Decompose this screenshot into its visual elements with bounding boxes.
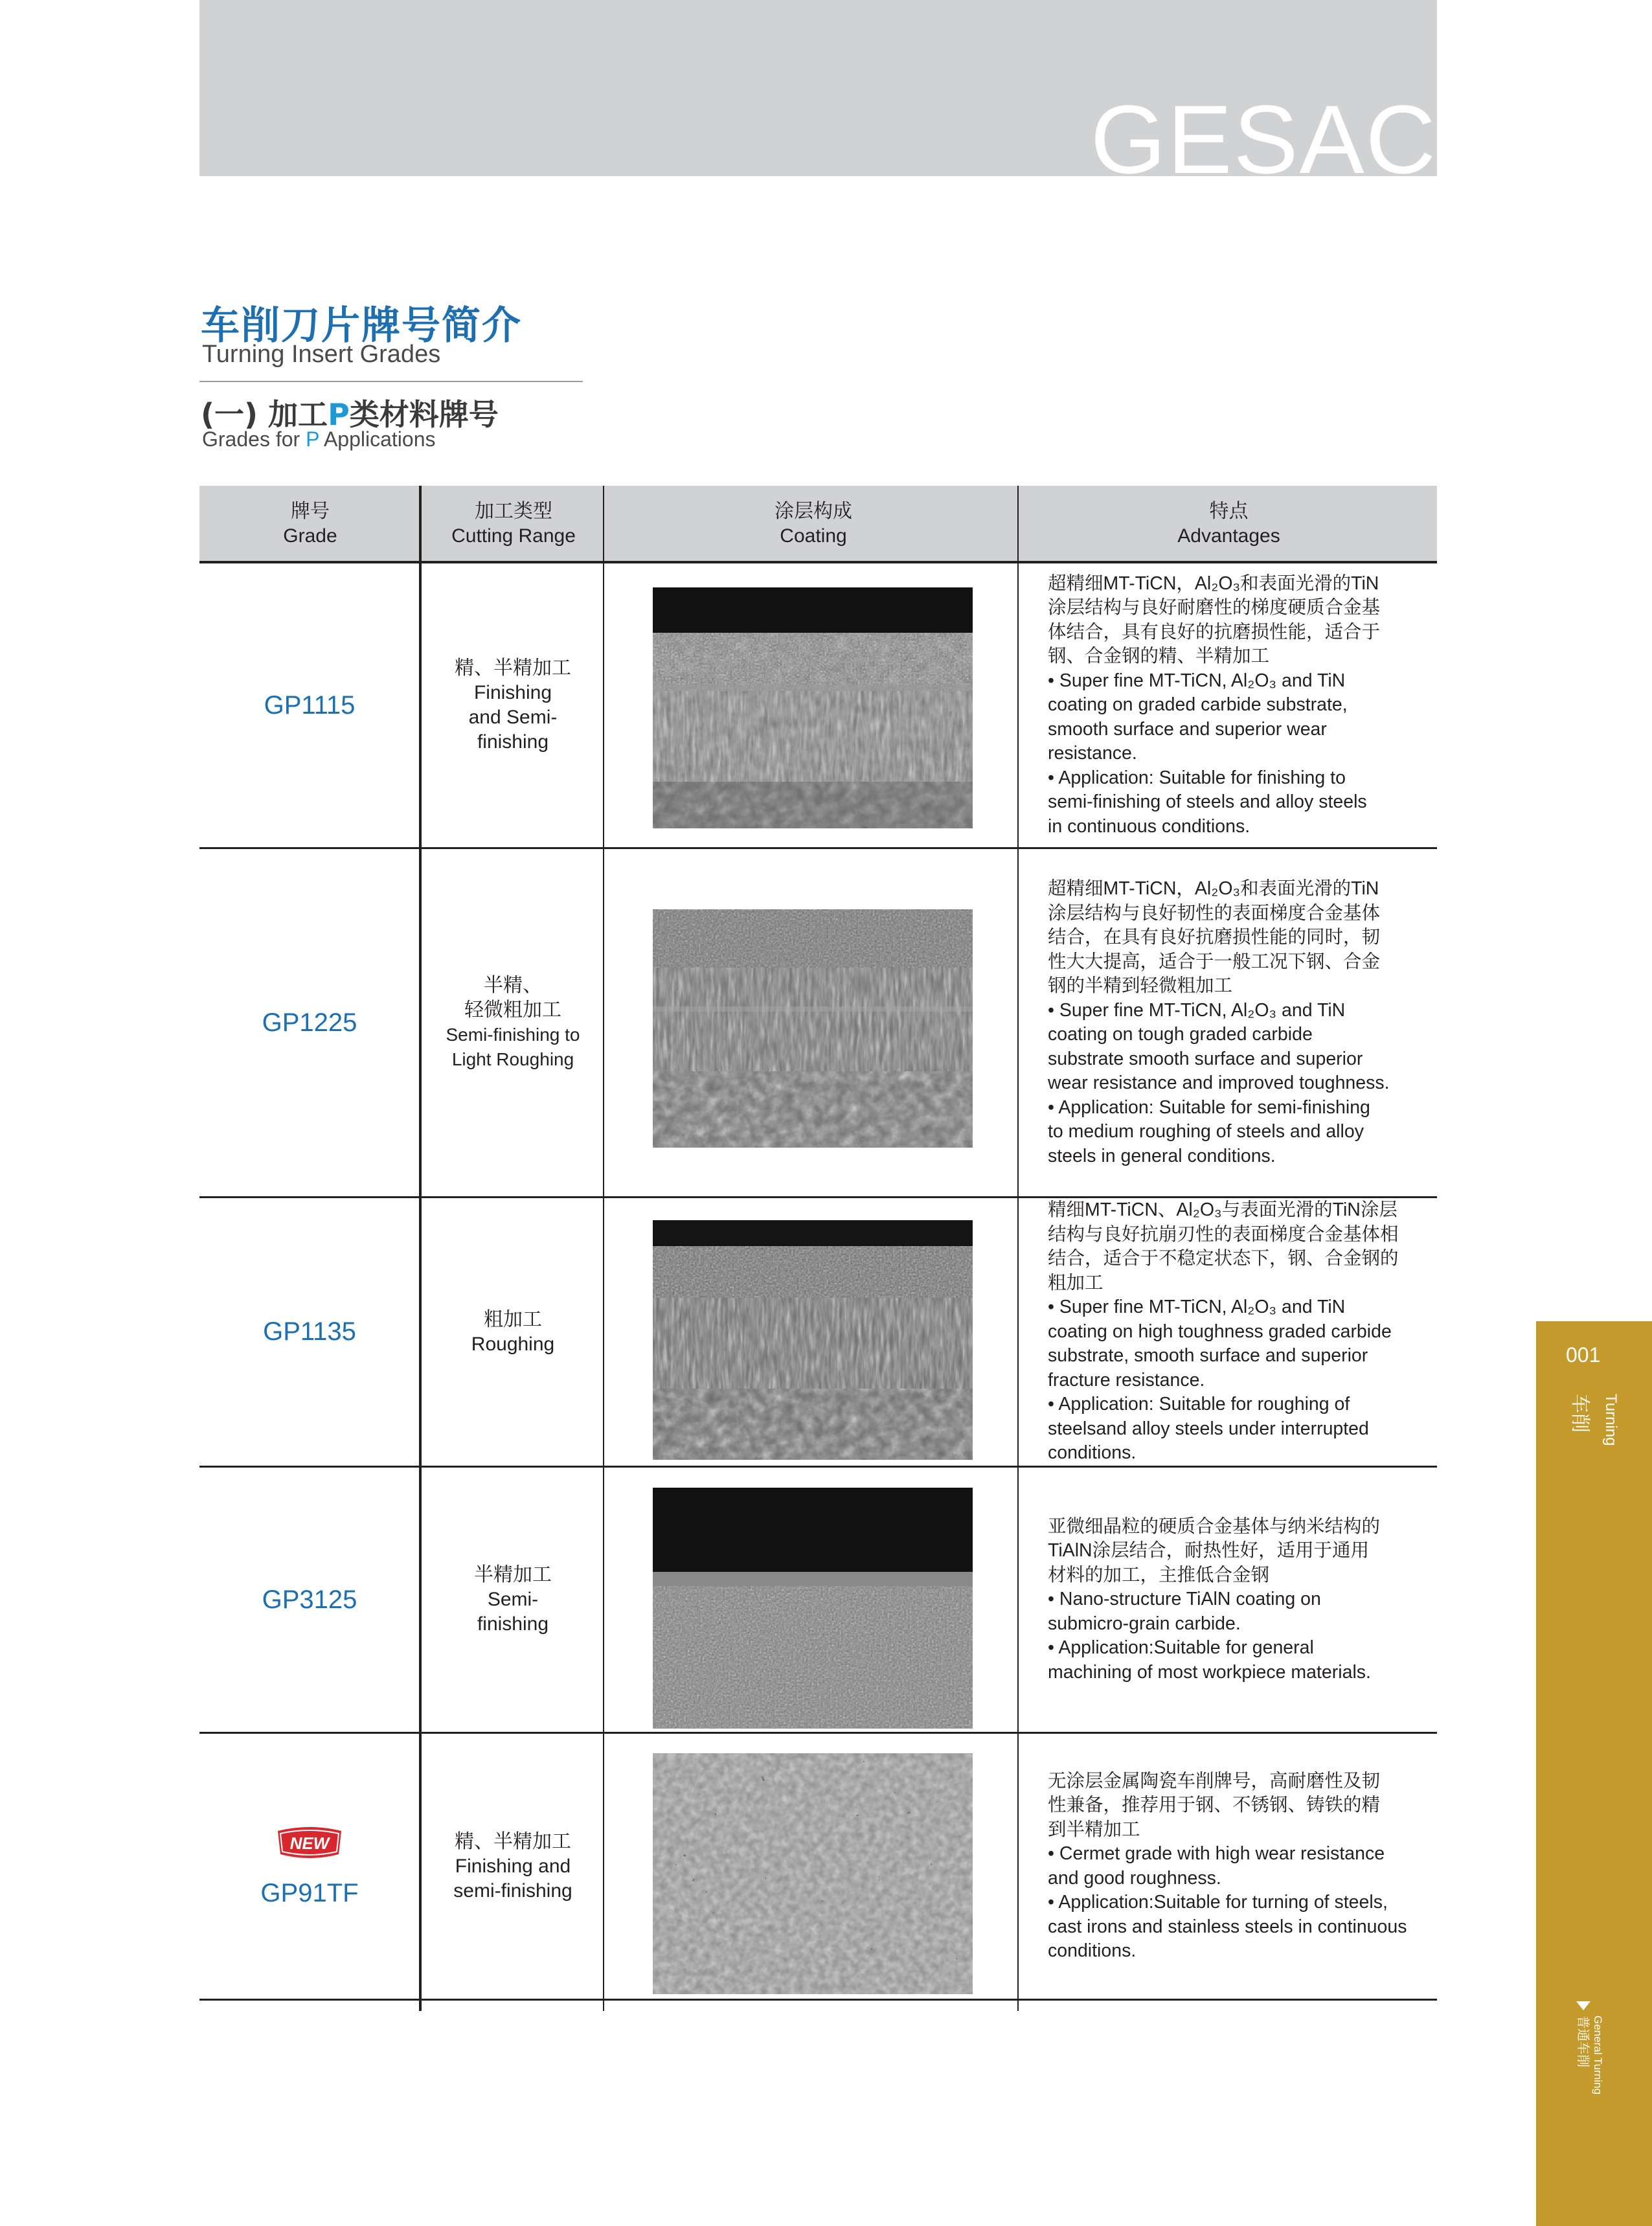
- advantages-text: [1048, 1734, 1436, 1999]
- table-header: [199, 486, 1437, 562]
- triangle-down-icon: [1576, 2001, 1590, 2010]
- subsection-en: General Turning: [1592, 2016, 1604, 2095]
- adv-line: • Application: Suitable for semi-finishing: [1048, 1096, 1370, 1118]
- adv-line: 涂层结构与良好韧性的表面梯度合金基体: [1048, 902, 1381, 924]
- header-grade-en: Grade: [283, 525, 337, 547]
- advantages-text: [1048, 849, 1436, 1196]
- range-line: semi-finishing: [453, 1880, 572, 1902]
- advantages-text: [1048, 1198, 1436, 1466]
- header-adv-cn: 特点: [1209, 501, 1249, 522]
- advantages-text: [1048, 1468, 1436, 1732]
- title-divider: [199, 381, 583, 382]
- table-row: [199, 1198, 1437, 1466]
- adv-line: in continuous conditions.: [1048, 815, 1250, 837]
- range-line: and Semi-: [468, 707, 558, 728]
- page-number: 001: [1566, 1343, 1601, 1367]
- adv-line: conditions.: [1048, 1940, 1137, 1961]
- adv-line: • Super fine MT-TiCN, Al₂O₃ and TiN: [1048, 999, 1346, 1021]
- range-line: 精、半精加工: [455, 1830, 571, 1852]
- adv-line: smooth surface and superior wear: [1048, 718, 1327, 740]
- cutting-range: [422, 1468, 604, 1732]
- adv-line: wear resistance and improved toughness.: [1048, 1073, 1390, 1093]
- adv-line: 超精细MT-TiCN，Al₂O₃和表面光滑的TiN: [1048, 573, 1379, 594]
- range-line: 精、半精加工: [455, 657, 571, 679]
- adv-line: semi-finishing of steels and alloy steels: [1048, 791, 1367, 813]
- header-adv-en: Advantages: [1177, 525, 1280, 547]
- subsection-label-general-turning: [1567, 2001, 1625, 2144]
- cutting-range: [422, 563, 604, 847]
- adv-line: • Nano-structure TiAlN coating on: [1048, 1589, 1321, 1610]
- adv-line: 无涂层金属陶瓷车削牌号，高耐磨性及韧: [1048, 1770, 1381, 1791]
- cutting-range: [422, 849, 604, 1196]
- adv-line: 性兼备，推荐用于钢、不锈钢、铸铁的精: [1048, 1795, 1381, 1815]
- range-line: 半精加工: [474, 1564, 552, 1585]
- range-line: finishing: [477, 1613, 549, 1635]
- adv-line: to medium roughing of steels and alloy: [1048, 1121, 1364, 1142]
- grade-name: GP1135: [263, 1317, 356, 1346]
- header-coating-en: Coating: [780, 525, 847, 547]
- adv-line: • Application:Suitable for turning of steels,: [1048, 1892, 1388, 1913]
- adv-line: steelsand alloy steels under interrupted: [1048, 1418, 1369, 1439]
- adv-line: 材料的加工，主推低合金钢: [1048, 1564, 1270, 1585]
- range-line: Semi-: [487, 1589, 539, 1610]
- range-line: Finishing: [473, 682, 552, 703]
- side-section-tab[interactable]: [1536, 1321, 1652, 2226]
- adv-line: fracture resistance.: [1048, 1369, 1205, 1391]
- adv-line: 粗加工: [1048, 1272, 1103, 1293]
- table-row: [199, 563, 1437, 847]
- adv-line: submicro-grain carbide.: [1048, 1613, 1241, 1634]
- range-line: 半精、: [484, 975, 542, 996]
- range-line: Semi-finishing to: [446, 1025, 580, 1045]
- header-coating: [606, 486, 1021, 562]
- adv-line: steels in general conditions.: [1048, 1145, 1276, 1166]
- adv-line: 到半精加工: [1048, 1819, 1140, 1840]
- adv-line: conditions.: [1048, 1442, 1137, 1464]
- adv-line: • Super fine MT-TiCN, Al₂O₃ and TiN: [1048, 670, 1346, 691]
- section-title-en: [202, 427, 436, 451]
- section-title-cn-prefix: (一) 加工: [201, 397, 328, 432]
- header-cutting-range: [421, 486, 606, 562]
- adv-line: coating on tough graded carbide: [1048, 1024, 1313, 1045]
- section-en: Turning: [1602, 1394, 1620, 1446]
- adv-line: machining of most workpiece materials.: [1048, 1661, 1371, 1683]
- header-range-cn: 加工类型: [475, 501, 552, 522]
- adv-line: substrate smooth surface and superior: [1048, 1048, 1363, 1069]
- coating-micrograph: [653, 1753, 973, 1994]
- section-title-en-p: P: [306, 427, 319, 451]
- adv-line: • Cermet grade with high wear resistance: [1048, 1843, 1385, 1864]
- adv-line: coating on graded carbide substrate,: [1048, 694, 1348, 716]
- adv-line: • Super fine MT-TiCN, Al₂O₃ and TiN: [1048, 1297, 1346, 1318]
- adv-line: 钢的半精到轻微粗加工: [1048, 975, 1233, 996]
- grade-name: GP1225: [262, 1008, 357, 1037]
- row-divider: [199, 1999, 1437, 2001]
- new-badge-label: NEW: [289, 1834, 330, 1853]
- section-cn: 车削: [1568, 1394, 1591, 1433]
- header-coating-cn: 涂层构成: [775, 501, 852, 522]
- subsection-cn: 普通车削: [1576, 2016, 1591, 2067]
- adv-line: 性大大提高，适合于一般工况下钢、合金: [1048, 951, 1381, 972]
- section-title-en-suffix: Applications: [319, 427, 436, 451]
- table-row: [199, 1734, 1437, 1999]
- adv-line: cast irons and stainless steels in continuous: [1048, 1916, 1407, 1937]
- adv-line: 体结合，具有良好的抗磨损性能，适合于: [1048, 621, 1381, 642]
- header-range-en: Cutting Range: [451, 525, 576, 547]
- cutting-range: [422, 1734, 604, 1999]
- adv-line: 钢、合金钢的精、半精加工: [1048, 646, 1270, 667]
- adv-line: 结构与良好抗崩刃性的表面梯度合金基体相: [1048, 1223, 1399, 1245]
- coating-micrograph: [653, 587, 973, 828]
- adv-line: and good roughness.: [1048, 1867, 1221, 1889]
- adv-line: • Application: Suitable for finishing to: [1048, 767, 1346, 788]
- adv-line: coating on high toughness graded carbide: [1048, 1321, 1392, 1342]
- adv-line: TiAlN涂层结合，耐热性好，适用于通用: [1048, 1540, 1370, 1562]
- coating-micrograph: [653, 909, 973, 1148]
- adv-line: • Application: Suitable for roughing of: [1048, 1394, 1350, 1415]
- page-title-en: Turning Insert Grades: [202, 341, 441, 368]
- adv-line: 结合，适合于不稳定状态下，钢、合金钢的: [1048, 1248, 1399, 1269]
- table-row: [199, 1468, 1437, 1732]
- advantages-text: [1048, 563, 1436, 847]
- coating-micrograph: [653, 1220, 973, 1460]
- range-line: Light Roughing: [451, 1049, 574, 1069]
- grade-name: GP1115: [264, 690, 356, 720]
- grade-name: GP3125: [262, 1585, 357, 1614]
- cutting-range: [422, 1198, 604, 1466]
- section-title-en-prefix: Grades for: [202, 427, 306, 451]
- adv-line: 精细MT-TiCN、Al₂O₃与表面光滑的TiN涂层: [1048, 1199, 1397, 1221]
- range-line: 轻微粗加工: [464, 999, 561, 1021]
- header-grade: [199, 486, 421, 562]
- new-badge-icon: [274, 1824, 345, 1861]
- range-line: Roughing: [471, 1333, 555, 1355]
- adv-line: 结合，在具有良好抗磨损性能的同时，韧: [1048, 927, 1381, 948]
- page-title-cn: 车削刀片牌号简介: [201, 303, 522, 348]
- section-label-turning: [1559, 1392, 1637, 1464]
- range-line: finishing: [477, 731, 549, 753]
- adv-line: • Application:Suitable for general: [1048, 1637, 1314, 1659]
- grade-name: GP91TF: [260, 1879, 359, 1907]
- header-grade-cn: 牌号: [291, 501, 330, 522]
- grade-cell: [199, 1734, 420, 1999]
- table-row: [199, 849, 1437, 1196]
- adv-line: resistance.: [1048, 743, 1137, 764]
- adv-line: 涂层结构与良好耐磨性的梯度硬质合金基: [1048, 597, 1381, 619]
- brand-logo: GESAC: [1090, 85, 1437, 176]
- header-band: [199, 0, 1437, 176]
- section-title-cn-p: P: [328, 397, 350, 432]
- adv-line: 超精细MT-TiCN，Al₂O₃和表面光滑的TiN: [1048, 878, 1379, 899]
- range-line: 粗加工: [484, 1308, 542, 1330]
- coating-micrograph: [653, 1488, 973, 1729]
- adv-line: substrate, smooth surface and superior: [1048, 1345, 1368, 1367]
- adv-line: 亚微细晶粒的硬质合金基体与纳米结构的: [1048, 1516, 1381, 1537]
- section-title-cn-suffix: 类材料牌号: [349, 397, 499, 432]
- header-advantages: [1021, 486, 1437, 562]
- range-line: Finishing and: [455, 1855, 571, 1877]
